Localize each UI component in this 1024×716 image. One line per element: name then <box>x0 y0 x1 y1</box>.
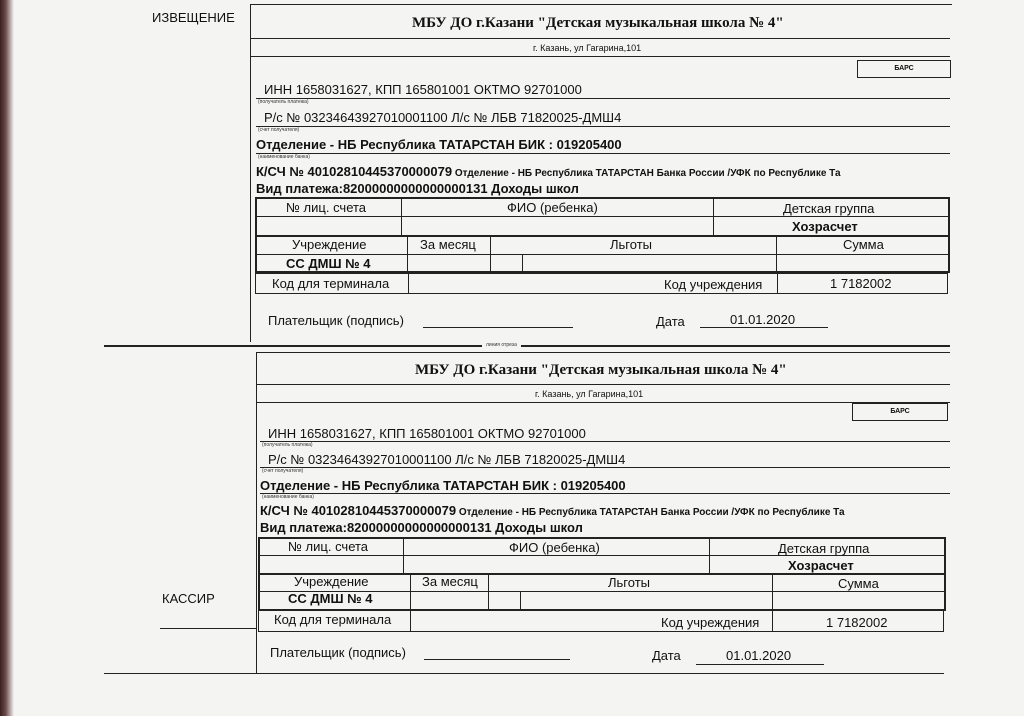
group-value: Хозрасчет <box>792 219 858 234</box>
notice-divider <box>250 4 251 342</box>
institution-code-value: 1 7182002 <box>826 615 888 630</box>
corr-account-line <box>256 164 841 179</box>
corr-account-line <box>260 503 845 518</box>
benefits-header: Льготы <box>608 575 651 590</box>
rule <box>408 273 409 294</box>
account-caption: (счет получателя) <box>262 468 304 474</box>
benefits-header: Льготы <box>610 237 653 252</box>
cashier-divider <box>256 352 257 674</box>
rule <box>410 573 411 611</box>
account-caption: (счет получателя) <box>258 127 300 133</box>
group-header: Детская группа <box>783 201 875 216</box>
sum-header: Сумма <box>838 576 879 591</box>
rule <box>777 273 778 294</box>
institution-header: Учреждение <box>294 574 369 589</box>
rule <box>520 591 521 611</box>
month-header: За месяц <box>420 237 476 252</box>
account-line: Р/с № 03234643927010001100 Л/с № ЛБВ 71820025-ДМШ4 <box>264 110 622 125</box>
institution-code-value: 1 7182002 <box>830 276 892 291</box>
rule <box>260 441 950 442</box>
rule <box>490 235 491 273</box>
bank-line: Отделение - НБ Республика ТАТАРСТАН БИК : 019205400 <box>260 478 626 493</box>
payer-signature-label: Плательщик (подпись) <box>268 313 404 328</box>
date-label: Дата <box>652 648 681 663</box>
rule <box>260 467 950 468</box>
rule <box>256 126 950 127</box>
rule <box>713 197 714 235</box>
bank-caption: (наименование банка) <box>262 494 314 500</box>
date-value: 01.01.2020 <box>726 648 792 663</box>
org-title: МБУ ДО г.Казани "Детская музыкальная школа № 4" <box>415 362 787 378</box>
address: г. Казань, ул Гагарина,101 <box>533 43 642 53</box>
rule <box>256 402 950 403</box>
institution-header: Учреждение <box>292 237 367 252</box>
terminal-code-label: Код для терминала <box>274 612 392 627</box>
inn-line: ИНН 1658031627, КПП 165801001 ОКТМО 92701000 <box>268 426 586 441</box>
cut-line <box>104 345 950 347</box>
signature-line[interactable] <box>423 327 573 328</box>
rule <box>256 98 950 99</box>
payment-type: Вид платежа:82000000000000000131 Доходы школ <box>256 181 579 196</box>
institution-value: СС ДМШ № 4 <box>286 256 371 271</box>
group-value: Хозрасчет <box>788 558 854 573</box>
rule <box>256 352 950 353</box>
rule <box>250 4 952 5</box>
cut-line-label: линия отреза <box>482 342 521 348</box>
rule <box>260 493 950 494</box>
rule <box>250 56 950 57</box>
sum-header: Сумма <box>843 237 884 252</box>
payment-type: Вид платежа:82000000000000000131 Доходы школ <box>260 520 583 535</box>
bottom-border <box>104 673 944 674</box>
org-title: МБУ ДО г.Казани "Детская музыкальная школа № 4" <box>412 15 784 31</box>
corr-account-number: К/СЧ № 40102810445370000079 <box>256 164 453 179</box>
cashier-label: КАССИР <box>162 591 215 606</box>
institution-value: СС ДМШ № 4 <box>288 591 373 606</box>
rule <box>401 197 402 235</box>
bank-caption: (наименование банка) <box>258 154 310 160</box>
rule <box>522 254 523 273</box>
page-edge-shadow <box>0 0 14 716</box>
bank-line: Отделение - НБ Республика ТАТАРСТАН БИК : 019205400 <box>256 137 622 152</box>
corr-account-number: К/СЧ № 40102810445370000079 <box>260 503 457 518</box>
rule <box>256 153 950 154</box>
recipient-caption: (получатель платежа) <box>258 99 309 105</box>
rule <box>403 537 404 573</box>
institution-code-label: Код учреждения <box>661 615 760 630</box>
account-line: Р/с № 03234643927010001100 Л/с № ЛБВ 71820025-ДМШ4 <box>268 452 626 467</box>
month-header: За месяц <box>422 574 478 589</box>
date-line <box>696 664 824 665</box>
rule <box>772 610 773 632</box>
rule <box>255 216 950 217</box>
child-name-header: ФИО (ребенка) <box>509 540 600 555</box>
date-label: Дата <box>656 314 685 329</box>
rule <box>410 610 411 632</box>
inn-line: ИНН 1658031627, КПП 165801001 ОКТМО 92701000 <box>264 82 582 97</box>
date-line <box>700 327 828 328</box>
institution-code-label: Код учреждения <box>664 277 763 292</box>
cashier-underline <box>160 628 256 629</box>
rule <box>407 235 408 273</box>
rule <box>256 384 950 385</box>
account-no-header: № лиц. счета <box>288 539 369 554</box>
rule <box>488 573 489 611</box>
recipient-caption: (получатель платежа) <box>262 442 313 448</box>
corr-account-bank: Отделение - НБ Республика ТАТАРСТАН Банка России /УФК по Республике Та <box>456 507 845 518</box>
address: г. Казань, ул Гагарина,101 <box>535 389 644 399</box>
bars-box: БАРС <box>857 60 951 78</box>
rule <box>776 235 777 273</box>
signature-line[interactable] <box>424 659 570 660</box>
date-value: 01.01.2020 <box>730 312 796 327</box>
notice-label: ИЗВЕЩЕНИЕ <box>152 10 235 25</box>
bars-box: БАРС <box>852 403 948 421</box>
rule <box>772 573 773 611</box>
terminal-code-label: Код для терминала <box>272 276 390 291</box>
child-name-header: ФИО (ребенка) <box>507 200 598 215</box>
account-no-header: № лиц. счета <box>286 200 367 215</box>
payer-signature-label: Плательщик (подпись) <box>270 645 406 660</box>
rule <box>255 254 950 255</box>
group-header: Детская группа <box>778 541 870 556</box>
rule <box>709 537 710 573</box>
rule <box>250 38 950 39</box>
corr-account-bank: Отделение - НБ Республика ТАТАРСТАН Банка России /УФК по Республике Та <box>452 168 841 179</box>
